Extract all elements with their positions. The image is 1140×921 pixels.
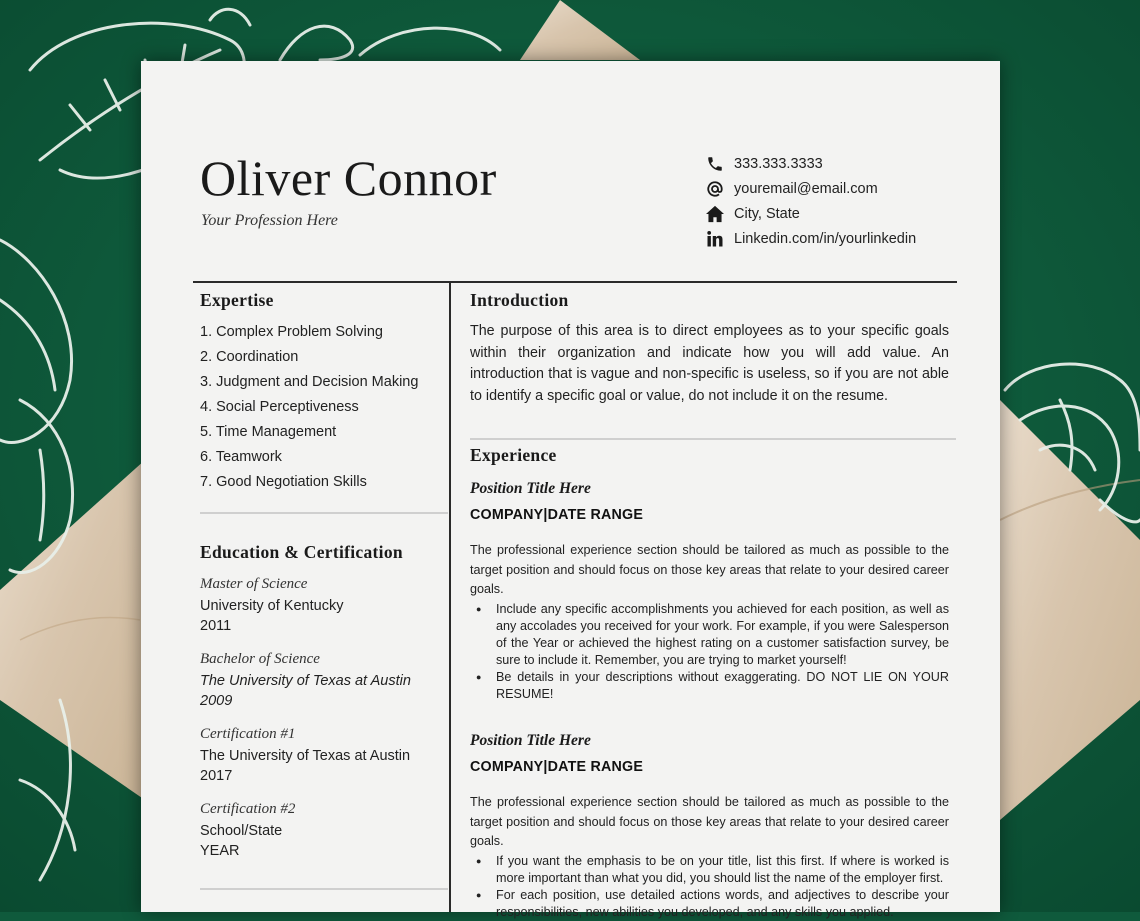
contact-phone-text: 333.333.3333 xyxy=(734,155,823,172)
header-divider xyxy=(193,281,957,283)
graduation-year: YEAR xyxy=(200,843,240,859)
degree-name: Certification #1 xyxy=(200,726,296,742)
at-icon xyxy=(704,179,726,199)
list-item: ● For each position, use detailed actions words, and adjectives to describe your responsibilities, new abilities you developed, and any skills you applied. xyxy=(470,887,949,921)
education-title: Education & Certification xyxy=(200,542,403,562)
contact-email-text: youremail@email.com xyxy=(734,180,878,197)
education-entry xyxy=(200,576,445,637)
introduction-title: Introduction xyxy=(470,290,569,310)
education-entry xyxy=(200,801,445,862)
phone-icon xyxy=(704,154,726,174)
contact-block xyxy=(704,151,916,251)
experience-title: Experience xyxy=(470,445,557,465)
degree-name: Certification #2 xyxy=(200,801,296,817)
contact-location xyxy=(704,201,916,226)
degree-name: Master of Science xyxy=(200,576,308,592)
introduction-text: The purpose of this area is to direct employees as to your specific goals within their organization and indicate how you will add value. An introduction that is vague and non-specific is useless, so if you are not able to identify a specific goal or value, do not include it on the resume. xyxy=(470,323,949,405)
resume-page xyxy=(141,61,1000,919)
list-item: 4. Social Perceptiveness xyxy=(200,399,359,415)
school-name: The University of Texas at Austin xyxy=(200,748,411,764)
graduation-year: 2011 xyxy=(200,618,232,634)
introduction-divider xyxy=(470,438,956,440)
linkedin-icon xyxy=(704,229,726,249)
education-divider xyxy=(200,888,448,890)
list-item: 2. Coordination xyxy=(200,349,299,365)
contact-email xyxy=(704,176,916,201)
education-entry xyxy=(200,651,445,712)
expertise-list xyxy=(200,323,418,498)
contact-phone xyxy=(704,151,916,176)
education-entry xyxy=(200,726,445,787)
position-title: Position Title Here xyxy=(470,480,591,497)
column-divider xyxy=(449,282,451,912)
list-item: ● Be details in your descriptions without exaggerating. DO NOT LIE ON YOUR RESUME! xyxy=(470,669,949,703)
school-name: The University of Texas at Austin xyxy=(200,673,411,689)
company-date: COMPANY|DATE RANGE xyxy=(470,507,644,523)
degree-name: Bachelor of Science xyxy=(200,651,320,667)
graduation-year: 2009 xyxy=(200,693,233,709)
list-item: 1. Complex Problem Solving xyxy=(200,324,383,340)
list-item: ● If you want the emphasis to be on your title, list this first. If where is worked is more important than what you did, you should list the name of the employer first. xyxy=(470,853,949,887)
expertise-title: Expertise xyxy=(200,290,274,310)
school-name: University of Kentucky xyxy=(200,598,344,614)
expertise-divider xyxy=(200,512,448,514)
list-item: ● Include any specific accomplishments you achieved for each position, as well as any accolades you received for your work. For example, if you were Salesperson of the Year or achieved the highest rating on a customer satisfaction survey, be sure to include it. Remember, you are trying to market yourself! xyxy=(470,601,949,669)
company-date: COMPANY|DATE RANGE xyxy=(470,759,644,775)
home-icon xyxy=(704,204,726,224)
experience-description: The professional experience section should be tailored as much as possible to the target position and should focus on those key areas that relate to your desired career goals. xyxy=(470,543,949,597)
experience-description: The professional experience section should be tailored as much as possible to the target position and should focus on those key areas that relate to your desired career goals. xyxy=(470,795,949,849)
graduation-year: 2017 xyxy=(200,768,233,784)
contact-linkedin xyxy=(704,226,916,251)
list-item: 5. Time Management xyxy=(200,424,337,440)
experience-bullets xyxy=(470,601,949,703)
contact-location-text: City, State xyxy=(734,205,800,222)
contact-linkedin-text: Linkedin.com/in/yourlinkedin xyxy=(734,230,917,247)
list-item: 7. Good Negotiation Skills xyxy=(200,474,367,490)
list-item: 3. Judgment and Decision Making xyxy=(200,374,419,390)
school-name: School/State xyxy=(200,823,283,839)
position-title: Position Title Here xyxy=(470,732,591,749)
resume-name: Oliver Connor xyxy=(200,150,497,206)
profession-subtitle: Your Profession Here xyxy=(201,212,338,229)
experience-bullets xyxy=(470,853,949,921)
list-item: 6. Teamwork xyxy=(200,449,282,465)
